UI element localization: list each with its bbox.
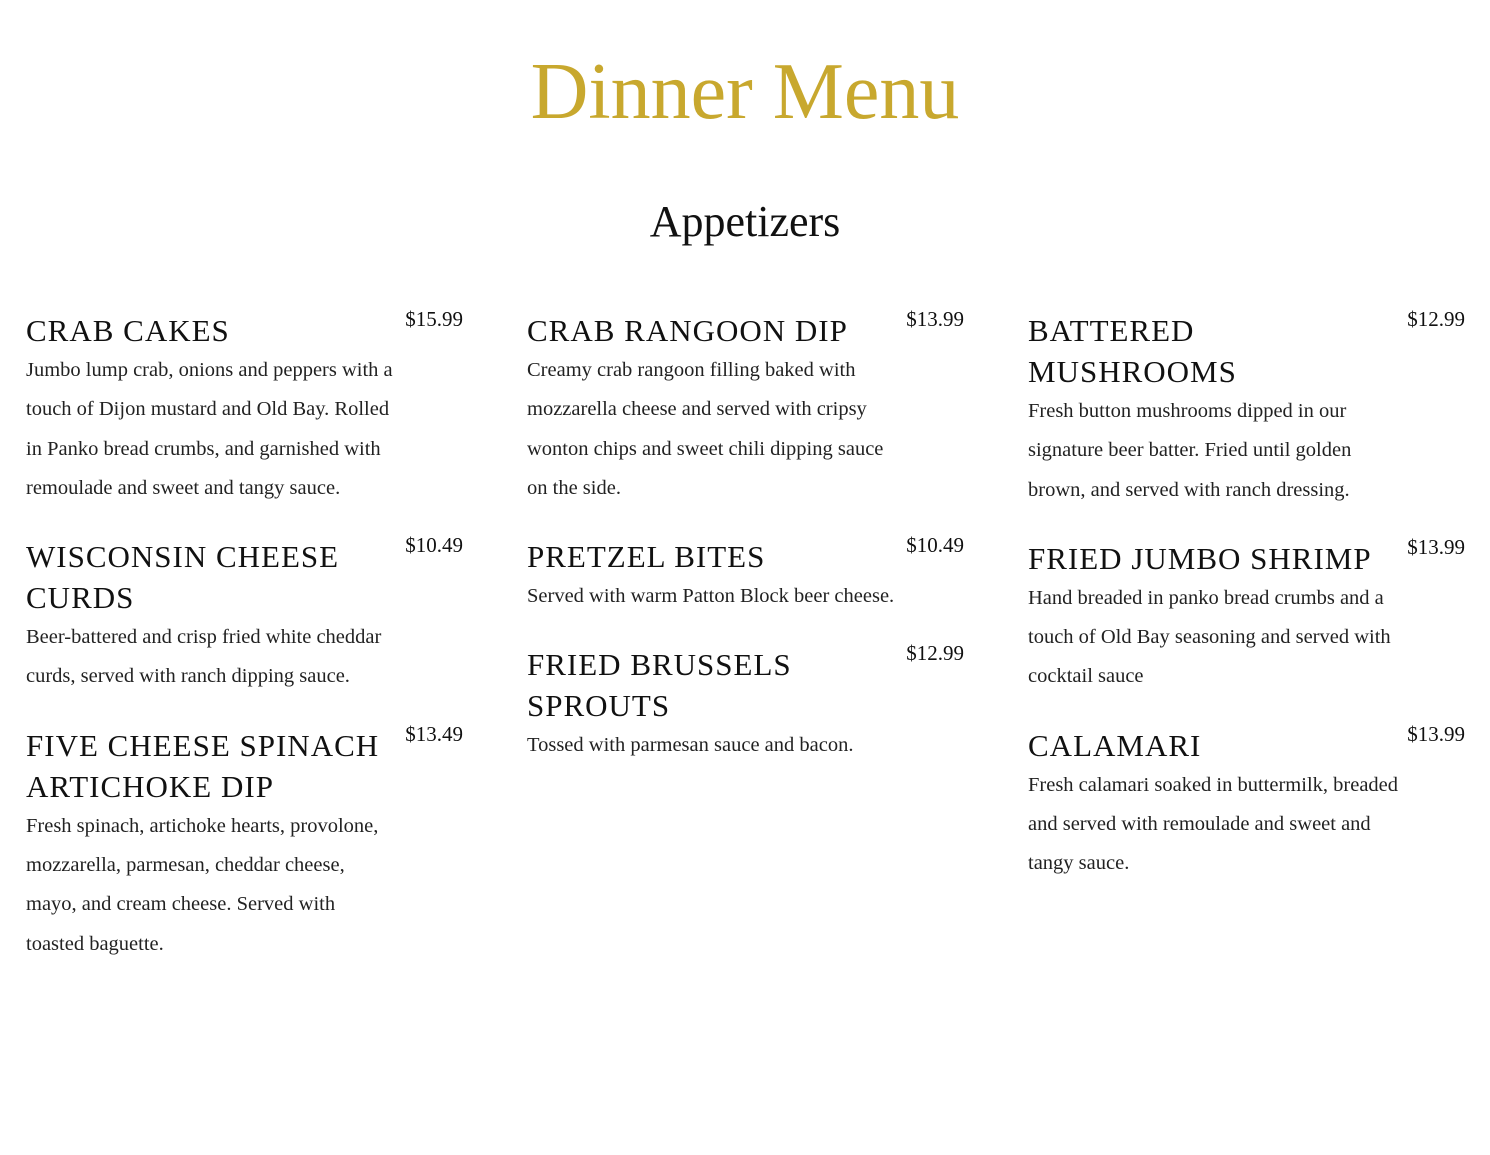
item-price: $10.49 bbox=[405, 533, 463, 558]
menu-item bbox=[527, 641, 964, 765]
menu-item-header bbox=[1028, 307, 1465, 392]
menu-item bbox=[26, 721, 463, 964]
menu-column-1 bbox=[26, 307, 463, 992]
item-price: $13.99 bbox=[1407, 721, 1465, 746]
item-description: Tossed with parmesan sauce and bacon. bbox=[527, 734, 854, 757]
item-price: $15.99 bbox=[405, 307, 463, 331]
menu-item bbox=[26, 307, 463, 508]
menu-item bbox=[527, 533, 964, 616]
menu-column-2 bbox=[527, 307, 964, 794]
item-description: Jumbo lump crab, onions and peppers with a touch of Dijon mustard and Old Bay. Rolled in Panko bread crumbs, and garnished with remoulade and sweet and tangy sauce. bbox=[26, 359, 393, 499]
item-price: $12.99 bbox=[906, 641, 964, 666]
menu-item-header bbox=[1028, 534, 1465, 579]
menu-item-header bbox=[26, 721, 463, 807]
item-name: FRIED JUMBO SHRIMP bbox=[1028, 540, 1372, 576]
item-description: Fresh button mushrooms dipped in our signature beer batter. Fried until golden brown, and served with ranch dressing. bbox=[1028, 400, 1352, 501]
item-price: $13.99 bbox=[906, 307, 964, 331]
item-price: $10.49 bbox=[906, 533, 964, 558]
menu-item-header bbox=[527, 641, 964, 726]
menu-item-header bbox=[527, 533, 964, 577]
item-description: Hand breaded in panko bread crumbs and a touch of Old Bay seasoning and served with cocktail sauce bbox=[1028, 586, 1391, 688]
item-name: BATTERED MUSHROOMS bbox=[1028, 313, 1237, 389]
item-price: $13.99 bbox=[1407, 534, 1465, 559]
item-description: Fresh calamari soaked in buttermilk, breaded and served with remoulade and sweet and tangy sauce. bbox=[1028, 773, 1399, 875]
item-name: WISCONSIN CHEESE CURDS bbox=[26, 539, 340, 616]
menu-item-header bbox=[527, 307, 964, 351]
item-name: CRAB RANGOON DIP bbox=[527, 313, 848, 348]
menu-item-header bbox=[26, 533, 463, 618]
menu-item-header bbox=[1028, 721, 1465, 766]
menu-item bbox=[1028, 721, 1465, 884]
section-title-appetizers: Appetizers bbox=[649, 197, 841, 246]
item-description: Served with warm Patton Block beer cheese. bbox=[527, 585, 895, 608]
menu-item bbox=[1028, 534, 1465, 697]
item-name: CALAMARI bbox=[1028, 727, 1202, 763]
item-name: PRETZEL BITES bbox=[527, 539, 766, 575]
menu-item-header bbox=[26, 307, 463, 351]
item-description: Beer-battered and crisp fried white cheddar curds, served with ranch dipping sauce. bbox=[26, 626, 382, 688]
item-name: FIVE CHEESE SPINACH ARTICHOKE DIP bbox=[26, 727, 380, 804]
item-price: $13.49 bbox=[405, 721, 463, 746]
item-description: Fresh spinach, artichoke hearts, provolone, mozzarella, parmesan, cheddar cheese, mayo, and cream cheese. Served with toasted baguette. bbox=[26, 814, 379, 955]
item-description: Creamy crab rangoon filling baked with mozzarella cheese and served with cripsy wonton chips and sweet chili dipping sauce on the side. bbox=[527, 359, 884, 499]
menu-item bbox=[1028, 307, 1465, 510]
item-price: $12.99 bbox=[1407, 307, 1465, 331]
menu-item bbox=[26, 533, 463, 697]
menu-item bbox=[527, 307, 964, 508]
item-name: CRAB CAKES bbox=[26, 313, 230, 348]
menu-column-3 bbox=[1028, 307, 1465, 912]
menu-title: Dinner Menu bbox=[530, 48, 960, 136]
item-name: FRIED BRUSSELS SPROUTS bbox=[527, 647, 792, 724]
